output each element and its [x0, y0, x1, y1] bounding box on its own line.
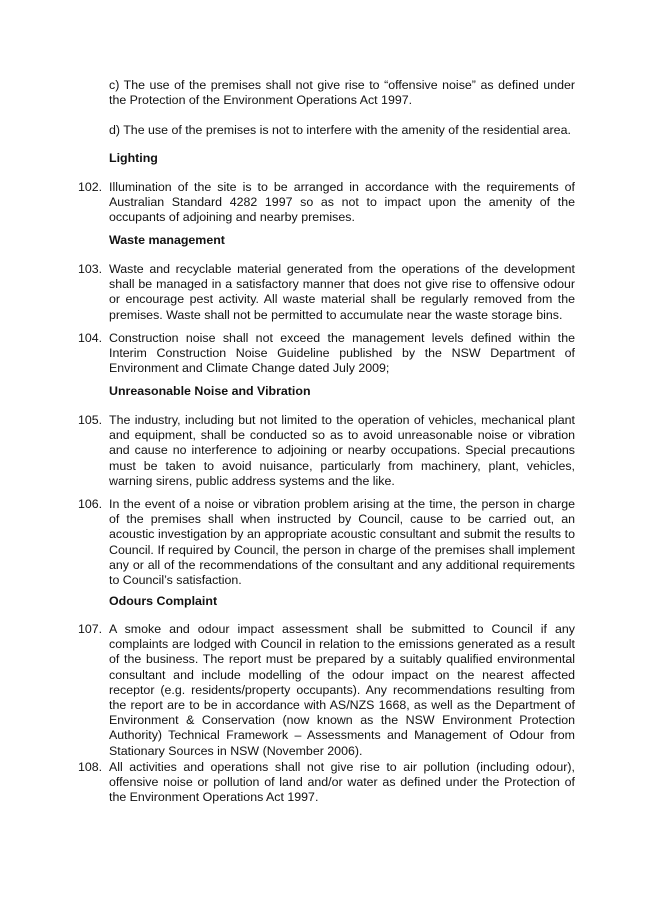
heading-unreasonable-noise: Unreasonable Noise and Vibration [109, 384, 311, 398]
condition-105 [78, 413, 575, 489]
condition-104 [78, 331, 575, 377]
condition-d: d) The use of the premises is not to interfere with the amenity of the residential area. [109, 123, 571, 137]
condition-text: A smoke and odour impact assessment shall be submitted to Council if any complaints are lodged with Council in relation to the emissions generated as a result of the business. The report must be prepared by a suitably qualified environmental consultant and include modelling of the odour impact on the nearest affected receptor (e.g. residents/property occupants). Any recommendations resulting from the report are to be in accordance with AS/NZS 1668, as well as the Department of Environment & Conservation (now known as the NSW Environment Protection Authority) Technical Framework – Assessments and Management of Odour from Stationary Sources in NSW (November 2006). [109, 622, 575, 758]
condition-number: 108. [78, 760, 103, 774]
condition-number: 103. [78, 262, 103, 276]
condition-text: All activities and operations shall not give rise to air pollution (including odour), offensive noise or pollution of land and/or water as defined under the Protection of the Environment Operations Act 1997. [109, 760, 575, 805]
condition-c: c) The use of the premises shall not give rise to “offensive noise” as defined under the Protection of the Environment Operations Act 1997. [109, 78, 575, 108]
condition-107 [78, 622, 575, 759]
heading-lighting: Lighting [109, 151, 158, 165]
condition-text: The industry, including but not limited to the operation of vehicles, mechanical plant and equipment, shall be conducted so as to avoid unreasonable noise or vibration and cause no interference to adjoining or nearby occupations. Special precautions must be taken to avoid nuisance, particularly from machinery, plant, vehicles, warning sirens, public address systems and the like. [109, 413, 575, 488]
condition-102 [78, 180, 575, 226]
condition-number: 106. [78, 497, 103, 511]
condition-number: 107. [78, 622, 103, 636]
condition-text: In the event of a noise or vibration problem arising at the time, the person in charge of the premises shall when instructed by Council, cause to be carried out, an acoustic investigation by an appropriate acoustic consultant and submit the results to Council. If required by Council, the person in charge of the premises shall implement any or all of the recommendations of the consultant and any additional requirements to Council’s satisfaction. [109, 497, 575, 588]
condition-108 [78, 760, 575, 806]
condition-number: 104. [78, 331, 103, 345]
condition-number: 105. [78, 413, 103, 427]
heading-waste-management: Waste management [109, 233, 225, 247]
condition-106 [78, 497, 575, 588]
condition-text: Illumination of the site is to be arranged in accordance with the requirements of Australian Standard 4282 1997 so as not to impact upon the amenity of the occupants of adjoining and nearby premises. [109, 180, 575, 225]
condition-text: Waste and recyclable material generated from the operations of the development shall be managed in a satisfactory manner that does not give rise to offensive odour or encourage pest activity. All waste material shall be regularly removed from the premises. Waste shall not be permitted to accumulate near the waste storage bins. [109, 262, 575, 322]
condition-number: 102. [78, 180, 103, 194]
heading-odours-complaint: Odours Complaint [109, 594, 218, 608]
condition-103 [78, 262, 575, 323]
condition-text: Construction noise shall not exceed the management levels defined within the Interim Construction Noise Guideline published by the NSW Department of Environment and Climate Change dated July 2009; [109, 331, 575, 376]
